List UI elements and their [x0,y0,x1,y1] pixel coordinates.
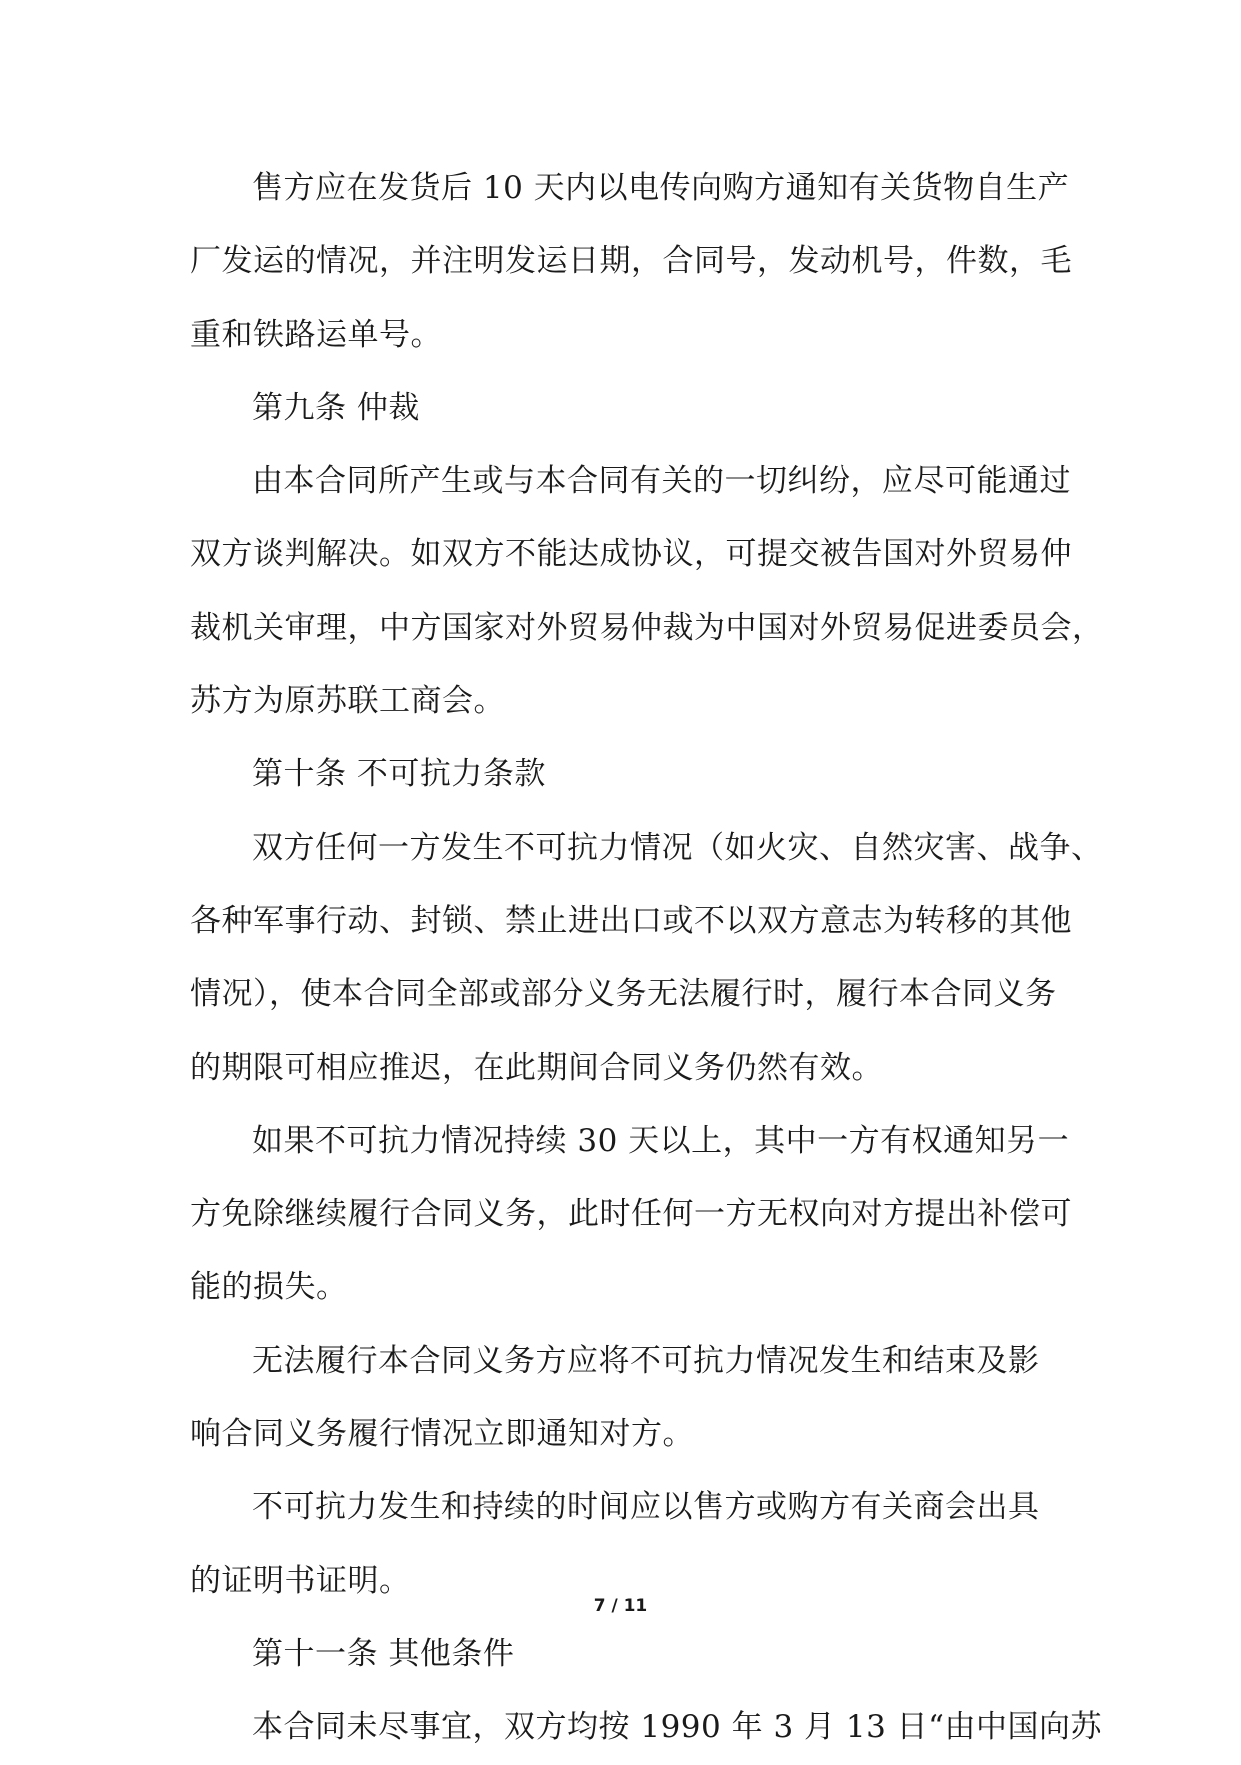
text-line: 响合同义务履行情况立即通知对方。 [190,1416,694,1453]
page-number: 7 / 11 [593,1596,648,1616]
text-line: 的证明书证明。 [190,1562,411,1599]
section-heading-other-conditions: 第十一条 其他条件 [252,1635,515,1672]
text-line: 如果不可抗力情况持续 30 天以上，其中一方有权通知另一 [252,1122,1070,1159]
document-body [190,152,1104,1765]
section-heading-force-majeure: 第十条 不可抗力条款 [252,756,546,793]
text-line: 售方应在发货后 10 天内以电传向购方通知有关货物自生产 [252,170,1070,206]
text-line: 双方谈判解决。如双方不能达成协议，可提交被告国对外贸易仲 [190,536,1072,573]
text-line: 裁机关审理，中方国家对外贸易仲裁为中国对外贸易促进委员会， [190,609,1104,646]
text-line: 由本合同所产生或与本合同有关的一切纠纷，应尽可能通过 [252,463,1071,500]
text-line: 情况），使本合同全部或部分义务无法履行时，履行本合同义务 [190,976,1057,1013]
text-line: 重和铁路运单号。 [190,316,442,353]
text-line: 能的损失。 [190,1269,348,1306]
text-line: 各种军事行动、封锁、禁止进出口或不以双方意志为转移的其他 [190,902,1072,939]
text-line: 无法履行本合同义务方应将不可抗力情况发生和结束及影 [252,1342,1040,1379]
text-line: 本合同未尽事宜，双方均按 1990 年 3 月 13 日“由中国向苏 [252,1709,1103,1746]
text-line: 方免除继续履行合同义务，此时任何一方无权向对方提出补偿可 [190,1196,1072,1233]
text-line: 不可抗力发生和持续的时间应以售方或购方有关商会出具 [252,1489,1040,1526]
text-line: 厂发运的情况，并注明发运日期，合同号，发动机号，件数，毛 [190,243,1072,280]
text-line: 双方任何一方发生不可抗力情况（如火灾、自然灾害、战争、 [252,829,1103,866]
text-line: 的期限可相应推迟，在此期间合同义务仍然有效。 [190,1049,883,1086]
text-line: 苏方为原苏联工商会。 [190,683,505,720]
section-heading-arbitration: 第九条 仲裁 [252,389,420,426]
